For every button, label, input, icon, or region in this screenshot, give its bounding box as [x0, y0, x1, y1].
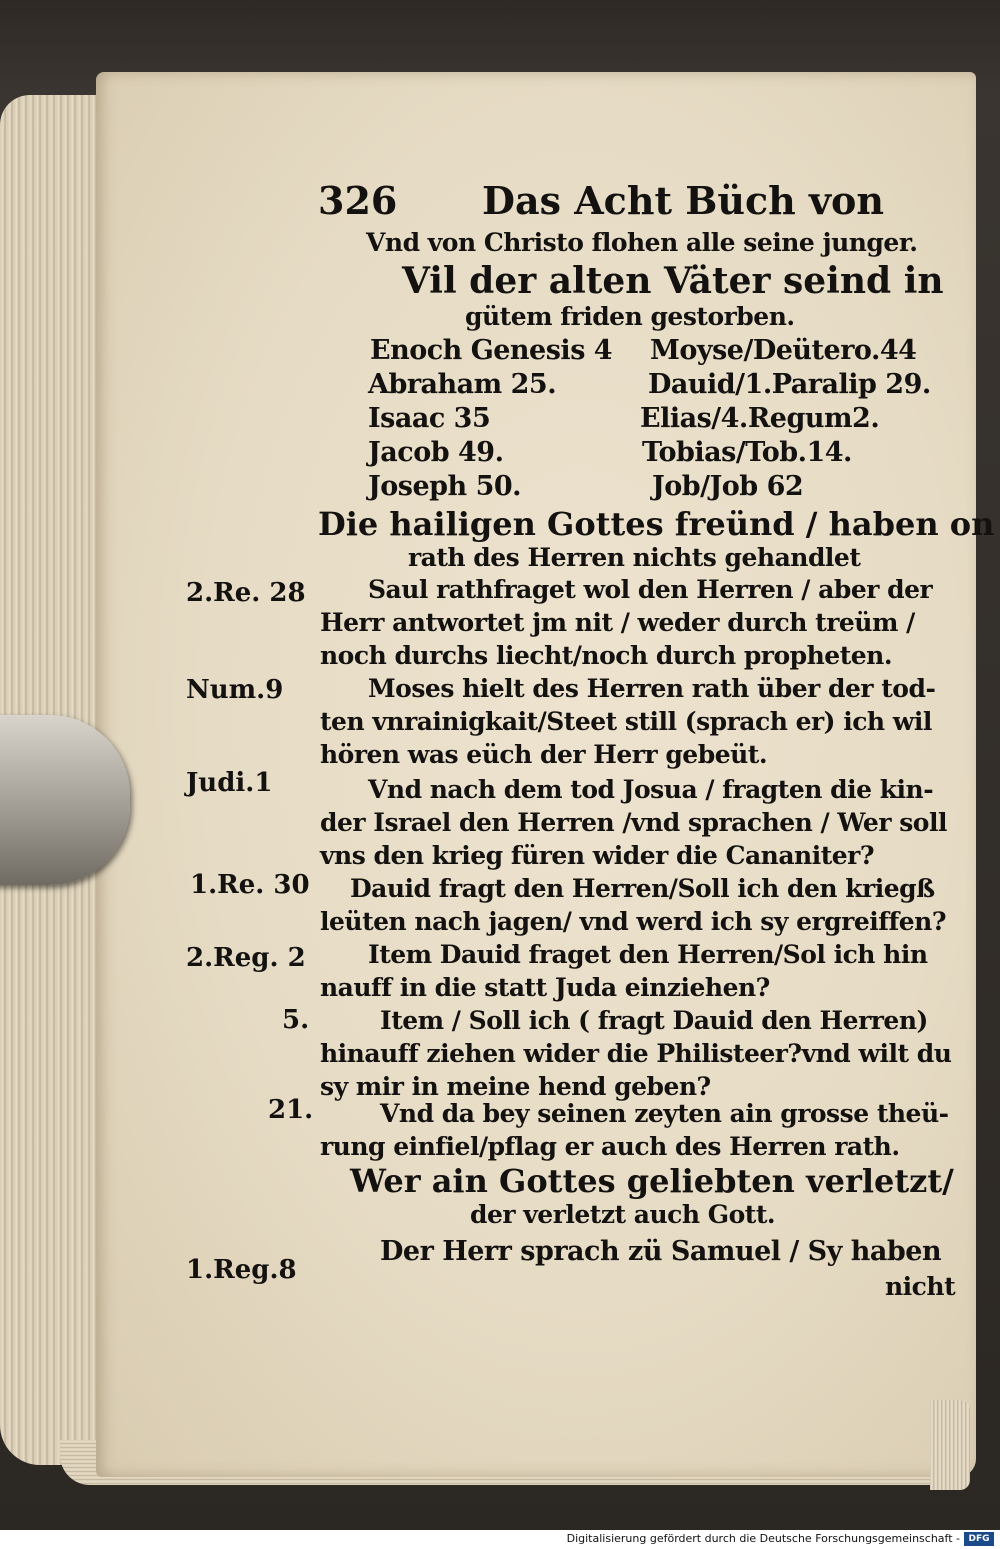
list-item: Jacob 49. [368, 437, 504, 468]
text-line: noch durchs liecht/noch durch propheten. [320, 641, 893, 670]
text-line: Item / Soll ich ( fragt Dauid den Herren) [380, 1006, 928, 1035]
list-item: Joseph 50. [368, 471, 522, 502]
list-item: Elias/4.Regum2. [640, 403, 880, 434]
margin-reference: Judi.1 [186, 768, 273, 798]
section-subheading: gütem friden gestorben. [465, 302, 795, 331]
catchword: nicht [885, 1272, 956, 1301]
text-line: Moses hielt des Herren rath über der tod- [368, 674, 936, 703]
list-item: Moyse/Deütero.44 [650, 335, 917, 366]
text-line: Vnd nach dem tod Josua / fragten die kin- [368, 775, 934, 804]
text-line: rung einfiel/pflag er auch des Herren rath. [320, 1132, 900, 1161]
text-line: vns den krieg füren wider die Cananiter? [320, 841, 874, 870]
text-line: nauff in die statt Juda einziehen? [320, 973, 770, 1002]
text-line: Item Dauid fraget den Herren/Sol ich hin [368, 940, 928, 969]
margin-reference: 21. [268, 1095, 314, 1125]
text-line: der Israel den Herren /vnd sprachen / Wer soll [320, 808, 947, 837]
footer-bar [0, 1530, 1000, 1549]
text-line: Vnd von Christo flohen alle seine junger. [366, 228, 918, 257]
margin-reference: 2.Re. 28 [186, 578, 306, 608]
section-subheading: der verletzt auch Gott. [470, 1200, 776, 1229]
text-line: leüten nach jagen/ vnd werd ich sy ergreiffen? [320, 907, 946, 936]
list-item: Abraham 25. [368, 369, 557, 400]
list-item: Enoch Genesis 4 [370, 335, 613, 366]
page-edge-right [930, 1400, 970, 1490]
section-heading: Vil der alten Väter seind in [402, 260, 944, 302]
text-line: hören was eüch der Herr gebeüt. [320, 740, 768, 769]
text-line: Saul rathfraget wol den Herren / aber der [368, 575, 933, 604]
list-item: Isaac 35 [368, 403, 491, 434]
text-line: sy mir in meine hend geben? [320, 1072, 711, 1101]
list-item: Dauid/1.Paralip 29. [648, 369, 931, 400]
margin-reference: 5. [282, 1005, 310, 1035]
text-line: Vnd da bey seinen zeyten ain grosse theü- [380, 1099, 949, 1128]
text-line: Der Herr sprach zü Samuel / Sy haben [380, 1236, 942, 1267]
text-line: hinauff ziehen wider die Philisteer?vnd wilt du [320, 1039, 952, 1068]
section-heading: Die hailigen Gottes freünd / haben on [318, 505, 995, 543]
list-item: Job/Job 62 [652, 471, 804, 502]
section-subheading: rath des Herren nichts gehandlet [408, 543, 861, 572]
section-heading: Wer ain Gottes geliebten verletzt/ [350, 1162, 954, 1200]
margin-reference: Num.9 [186, 675, 284, 705]
margin-reference: 1.Reg.8 [186, 1255, 297, 1285]
margin-reference: 2.Reg. 2 [186, 943, 306, 973]
digitization-credit: Digitalisierung gefördert durch die Deutsche Forschungsgemeinschaft - [566, 1532, 960, 1545]
text-line: Dauid fragt den Herren/Soll ich den kriegß [350, 874, 935, 903]
margin-reference: 1.Re. 30 [190, 870, 310, 900]
page-number: 326 [318, 178, 398, 223]
text-line: Herr antwortet jm nit / weder durch treüm / [320, 608, 915, 637]
running-title: Das Acht Büch von [482, 178, 885, 223]
text-line: ten vnrainigkait/Steet still (sprach er) ich wil [320, 707, 932, 736]
dfg-logo: DFG [964, 1532, 994, 1546]
list-item: Tobias/Tob.14. [642, 437, 852, 468]
